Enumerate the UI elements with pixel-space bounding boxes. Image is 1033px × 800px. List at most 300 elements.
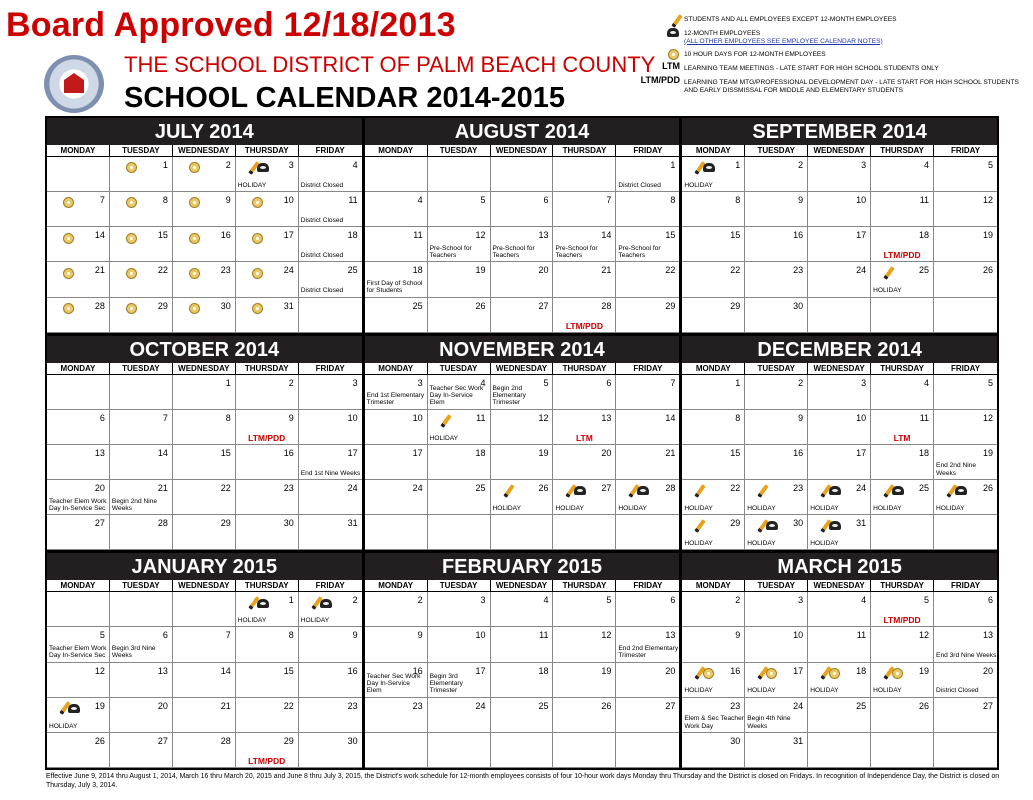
day-cell bbox=[616, 375, 679, 410]
day-number: 8 bbox=[670, 195, 676, 206]
day-note: Begin 4th Nine Weeks bbox=[747, 715, 791, 730]
clock-icon bbox=[63, 303, 74, 314]
day-number: 23 bbox=[347, 700, 358, 711]
legend-symbol bbox=[628, 49, 680, 60]
day-note: HOLIDAY bbox=[810, 504, 839, 512]
day-icons bbox=[632, 482, 650, 496]
day-number: 6 bbox=[162, 630, 168, 641]
day-cell bbox=[616, 157, 679, 192]
day-number: 29 bbox=[157, 300, 168, 311]
day-cell bbox=[365, 627, 428, 662]
day-number: 10 bbox=[475, 630, 486, 641]
day-number: 8 bbox=[225, 412, 231, 423]
day-number: 6 bbox=[987, 595, 993, 606]
day-cell bbox=[871, 480, 934, 515]
day-cell bbox=[110, 227, 173, 262]
weekday-header: FRIDAY bbox=[950, 581, 981, 591]
day-note: HOLIDAY bbox=[873, 287, 902, 295]
day-cell bbox=[428, 515, 491, 550]
day-note: HOLIDAY bbox=[684, 540, 713, 548]
day-number: 23 bbox=[793, 265, 804, 276]
day-icons bbox=[698, 482, 703, 496]
day-cell bbox=[682, 227, 745, 262]
weekday-header: WEDNESDAY bbox=[491, 580, 554, 591]
day-number: 11 bbox=[539, 630, 549, 641]
day-number: 24 bbox=[475, 700, 486, 711]
day-cell bbox=[871, 627, 934, 662]
day-icons bbox=[126, 264, 138, 278]
day-number: 27 bbox=[538, 300, 549, 311]
clock-icon bbox=[126, 303, 137, 314]
day-cell bbox=[808, 445, 871, 480]
day-number: 19 bbox=[475, 265, 486, 276]
day-cell bbox=[173, 227, 236, 262]
day-cell bbox=[871, 192, 934, 227]
day-number: 22 bbox=[283, 700, 294, 711]
day-cell bbox=[491, 227, 554, 262]
day-cell bbox=[365, 480, 428, 515]
footer-note: Effective June 9, 2014 thru August 1, 2014, March 16 thru March 20, 2015 and June 8 thru July 3, 2015, the District's work schedule for 12-month employees consists of four 10-hour work days Monday thru Thursday and the District is closed on Fridays. In recognition of Independence Day, the District is closed on Thursday, July 3, 2014. bbox=[46, 773, 1000, 789]
day-number: 11 bbox=[413, 230, 423, 241]
day-cell bbox=[553, 298, 616, 333]
weekday-header: MONDAY bbox=[365, 145, 428, 156]
day-cell bbox=[871, 445, 934, 480]
day-number: 1 bbox=[162, 160, 168, 170]
day-icons bbox=[252, 194, 264, 208]
day-cell bbox=[745, 592, 808, 627]
day-icons bbox=[507, 482, 512, 496]
day-cell bbox=[173, 262, 236, 297]
day-cell bbox=[110, 515, 173, 550]
day-note: Pre-School for Teachers bbox=[618, 244, 661, 260]
day-number: 24 bbox=[412, 483, 423, 494]
day-number: 17 bbox=[347, 447, 358, 458]
day-cell bbox=[491, 663, 554, 698]
day-icons bbox=[252, 159, 270, 173]
day-number: 29 bbox=[665, 300, 676, 311]
day-cell bbox=[745, 192, 808, 227]
day-cell bbox=[491, 733, 554, 768]
day-number: 18 bbox=[919, 230, 930, 241]
day-number: 20 bbox=[665, 665, 676, 676]
day-number: 9 bbox=[352, 630, 358, 641]
weekday-header: WEDNESDAY bbox=[173, 580, 236, 591]
day-cell bbox=[365, 515, 428, 550]
month-block bbox=[682, 118, 997, 333]
phone-icon bbox=[703, 163, 715, 172]
day-note: HOLIDAY bbox=[810, 540, 839, 548]
day-number: 26 bbox=[982, 483, 993, 494]
clock-icon bbox=[126, 268, 137, 279]
day-icons bbox=[126, 194, 138, 208]
day-number: 30 bbox=[283, 518, 294, 529]
day-cell bbox=[428, 375, 491, 410]
day-cell bbox=[110, 410, 173, 445]
legend-text: LEARNING TEAM MEETINGS - LATE START FOR HIGH SCHOOL STUDENTS ONLY bbox=[684, 65, 939, 73]
calendar-title: SCHOOL CALENDAR 2014-2015 bbox=[124, 82, 566, 114]
day-number: 21 bbox=[157, 483, 168, 494]
month-title: SEPTEMBER 2014 bbox=[682, 118, 997, 145]
day-number: 30 bbox=[793, 300, 804, 311]
day-cell bbox=[682, 480, 745, 515]
day-icons bbox=[63, 300, 75, 314]
day-cell bbox=[365, 698, 428, 733]
day-cell bbox=[871, 227, 934, 262]
day-number: 7 bbox=[99, 195, 105, 206]
day-icons bbox=[189, 194, 201, 208]
day-cell bbox=[553, 663, 616, 698]
day-icons bbox=[444, 412, 449, 426]
day-number: 27 bbox=[94, 518, 105, 529]
clock-icon bbox=[252, 303, 263, 314]
day-cell bbox=[428, 262, 491, 297]
day-note: HOLIDAY bbox=[873, 687, 902, 695]
day-number: 7 bbox=[225, 630, 231, 641]
phone-icon bbox=[829, 521, 841, 530]
day-number: 9 bbox=[288, 412, 294, 423]
day-cell bbox=[491, 515, 554, 550]
day-cell bbox=[616, 480, 679, 515]
day-number: 17 bbox=[412, 447, 423, 458]
day-cell bbox=[682, 445, 745, 480]
day-cell bbox=[808, 410, 871, 445]
day-number: 12 bbox=[94, 665, 105, 676]
day-cell bbox=[47, 192, 110, 227]
day-cell bbox=[616, 298, 679, 333]
day-note: District Closed bbox=[300, 181, 344, 189]
day-note: End 3rd Nine Weeks bbox=[936, 652, 997, 660]
day-cell bbox=[553, 227, 616, 262]
day-number: 7 bbox=[162, 412, 168, 423]
ltm-marker: LTM bbox=[893, 432, 911, 443]
day-number: 31 bbox=[793, 735, 804, 746]
day-cell bbox=[745, 515, 808, 550]
day-number: 21 bbox=[665, 447, 676, 458]
month-title: FEBRUARY 2015 bbox=[365, 553, 680, 580]
day-cell bbox=[299, 157, 362, 192]
day-number: 28 bbox=[601, 300, 612, 311]
weekday-header: WEDNESDAY bbox=[173, 145, 236, 156]
day-note: HOLIDAY bbox=[555, 504, 584, 512]
day-number: 6 bbox=[606, 377, 612, 388]
day-cell bbox=[236, 627, 299, 662]
weekday-header: TUESDAY bbox=[110, 145, 173, 156]
day-number: 11 bbox=[476, 412, 486, 423]
day-number: 19 bbox=[538, 447, 549, 458]
weekday-header: THURSDAY bbox=[236, 145, 299, 156]
day-cell bbox=[491, 410, 554, 445]
day-cell bbox=[299, 227, 362, 262]
day-cell bbox=[110, 445, 173, 480]
day-icons bbox=[824, 482, 842, 496]
day-cell bbox=[491, 698, 554, 733]
day-number: 26 bbox=[982, 265, 993, 276]
calendar-grid bbox=[45, 116, 999, 770]
day-cell bbox=[365, 192, 428, 227]
weekday-header: MONDAY bbox=[47, 145, 110, 156]
weekday-header: FRIDAY bbox=[315, 581, 345, 591]
day-number: 17 bbox=[856, 447, 867, 458]
day-cell bbox=[491, 445, 554, 480]
weekday-header: FRIDAY bbox=[633, 581, 663, 591]
day-cell bbox=[236, 375, 299, 410]
day-cell bbox=[934, 515, 997, 550]
day-cell bbox=[491, 262, 554, 297]
day-number: 29 bbox=[283, 735, 294, 746]
day-cell bbox=[871, 410, 934, 445]
day-number: 22 bbox=[665, 265, 676, 276]
day-cell bbox=[47, 627, 110, 662]
day-cell bbox=[871, 262, 934, 297]
day-note: Pre-School for Teachers bbox=[492, 244, 535, 260]
day-number: 1 bbox=[735, 160, 741, 170]
day-cell bbox=[934, 663, 997, 698]
weekday-header: MONDAY bbox=[47, 580, 110, 591]
day-number: 9 bbox=[225, 195, 231, 206]
day-number: 28 bbox=[157, 518, 168, 529]
day-cell bbox=[110, 627, 173, 662]
day-cell bbox=[365, 157, 428, 192]
day-cell bbox=[110, 592, 173, 627]
day-cell bbox=[173, 515, 236, 550]
day-icons bbox=[189, 264, 201, 278]
day-number: 11 bbox=[919, 195, 930, 206]
clock-icon bbox=[63, 268, 74, 279]
clock-icon bbox=[189, 162, 200, 173]
day-cell bbox=[173, 410, 236, 445]
day-number: 3 bbox=[798, 595, 804, 606]
pencil-icon bbox=[758, 484, 769, 498]
clock-icon bbox=[189, 233, 200, 244]
day-cell bbox=[173, 298, 236, 333]
legend-subtext: (ALL OTHER EMPLOYEES SEE EMPLOYEE CALENDAR NOTES) bbox=[684, 37, 883, 45]
day-cell bbox=[365, 375, 428, 410]
day-cell bbox=[934, 733, 997, 768]
day-note: HOLIDAY bbox=[429, 434, 459, 442]
day-cell bbox=[428, 445, 491, 480]
day-number: 16 bbox=[412, 665, 423, 676]
weekday-header: WEDNESDAY bbox=[808, 580, 871, 591]
day-note: HOLIDAY bbox=[747, 504, 776, 512]
day-cell bbox=[934, 445, 997, 480]
day-number: 4 bbox=[924, 160, 930, 170]
day-cell bbox=[745, 375, 808, 410]
day-cell bbox=[299, 733, 362, 768]
day-cell bbox=[491, 375, 554, 410]
day-cell bbox=[745, 480, 808, 515]
day-cells bbox=[47, 375, 362, 551]
day-icons bbox=[761, 665, 778, 679]
phone-icon bbox=[257, 163, 269, 172]
day-number: 13 bbox=[538, 230, 549, 241]
day-number: 22 bbox=[730, 483, 741, 494]
month-title: JULY 2014 bbox=[47, 118, 362, 145]
day-cell bbox=[236, 445, 299, 480]
day-number: 3 bbox=[861, 377, 867, 388]
day-number: 15 bbox=[157, 230, 168, 241]
day-number: 19 bbox=[94, 700, 105, 711]
weekday-header: FRIDAY bbox=[315, 363, 345, 373]
day-number: 30 bbox=[793, 518, 804, 529]
day-cell bbox=[47, 480, 110, 515]
weekday-header: THURSDAY bbox=[553, 580, 616, 591]
day-cell bbox=[299, 592, 362, 627]
day-cell bbox=[47, 592, 110, 627]
day-number: 19 bbox=[982, 447, 993, 458]
day-cell bbox=[553, 445, 616, 480]
day-cell bbox=[299, 262, 362, 297]
clock-icon bbox=[126, 197, 137, 208]
day-cell bbox=[808, 157, 871, 192]
day-number: 25 bbox=[475, 483, 486, 494]
day-cell bbox=[871, 157, 934, 192]
weekday-header: THURSDAY bbox=[236, 580, 299, 591]
day-cell bbox=[934, 627, 997, 662]
weekday-header: FRIDAY bbox=[315, 146, 345, 155]
day-cell bbox=[682, 663, 745, 698]
clock-icon bbox=[63, 233, 74, 244]
phone-icon bbox=[766, 521, 778, 530]
day-number: 4 bbox=[543, 595, 549, 606]
day-number: 19 bbox=[601, 665, 612, 676]
day-cell bbox=[745, 733, 808, 768]
day-cell bbox=[236, 262, 299, 297]
calendar-header bbox=[0, 0, 1033, 116]
legend-row bbox=[628, 74, 1028, 95]
day-note: Pre-School for Teachers bbox=[555, 244, 598, 260]
day-number: 16 bbox=[730, 665, 741, 676]
day-number: 4 bbox=[417, 195, 423, 206]
day-number: 16 bbox=[793, 447, 804, 458]
day-cell bbox=[491, 192, 554, 227]
day-icons bbox=[126, 300, 138, 314]
day-number: 1 bbox=[225, 377, 231, 388]
day-cells bbox=[47, 157, 362, 333]
day-number: 20 bbox=[601, 447, 612, 458]
day-cells bbox=[365, 592, 680, 768]
day-cell bbox=[110, 480, 173, 515]
day-cell bbox=[871, 515, 934, 550]
day-number: 23 bbox=[220, 265, 231, 276]
weekday-header: FRIDAY bbox=[633, 146, 663, 155]
day-number: 26 bbox=[601, 700, 612, 711]
day-number: 8 bbox=[288, 630, 294, 641]
day-cell bbox=[110, 733, 173, 768]
day-cell bbox=[934, 157, 997, 192]
day-cell bbox=[616, 698, 679, 733]
day-cell bbox=[745, 410, 808, 445]
day-cell bbox=[682, 192, 745, 227]
day-note: End 1st Nine Weeks bbox=[300, 469, 361, 477]
day-cell bbox=[745, 445, 808, 480]
day-number: 28 bbox=[94, 300, 105, 311]
day-number: 12 bbox=[982, 195, 993, 206]
day-note: HOLIDAY bbox=[684, 687, 713, 695]
day-cells bbox=[47, 592, 362, 768]
day-note: Begin 3rd Nine Weeks bbox=[111, 645, 156, 660]
day-cell bbox=[236, 733, 299, 768]
legend-text: STUDENTS AND ALL EMPLOYEES EXCEPT 12-MONTH EMPLOYEES bbox=[684, 16, 897, 23]
day-icons bbox=[189, 229, 201, 243]
day-number: 10 bbox=[347, 412, 358, 423]
day-number: 12 bbox=[538, 412, 549, 423]
day-number: 22 bbox=[157, 265, 168, 276]
day-icons bbox=[698, 665, 715, 679]
day-number: 5 bbox=[543, 377, 549, 388]
day-number: 26 bbox=[538, 483, 549, 494]
day-number: 14 bbox=[157, 447, 168, 458]
day-cell bbox=[616, 592, 679, 627]
day-cell bbox=[110, 157, 173, 192]
day-number: 9 bbox=[735, 630, 741, 641]
day-number: 25 bbox=[919, 483, 930, 494]
day-number: 23 bbox=[793, 483, 804, 494]
day-note: HOLIDAY bbox=[49, 722, 78, 730]
day-icons bbox=[63, 194, 75, 208]
day-number: 25 bbox=[856, 700, 867, 711]
day-cell bbox=[616, 445, 679, 480]
day-cell bbox=[173, 375, 236, 410]
day-cell bbox=[808, 698, 871, 733]
day-number: 23 bbox=[412, 700, 423, 711]
day-number: 28 bbox=[220, 735, 231, 746]
day-cell bbox=[428, 698, 491, 733]
day-cell bbox=[110, 262, 173, 297]
day-number: 5 bbox=[987, 377, 993, 388]
weekday-header: WEDNESDAY bbox=[491, 145, 554, 156]
weekday-header: THURSDAY bbox=[236, 363, 299, 374]
day-cell bbox=[428, 298, 491, 333]
day-number: 2 bbox=[735, 595, 741, 606]
day-cell bbox=[808, 592, 871, 627]
clock-icon bbox=[126, 233, 137, 244]
weekday-header-row bbox=[682, 145, 997, 157]
day-cell bbox=[365, 227, 428, 262]
day-number: 26 bbox=[919, 700, 930, 711]
legend-text: 10 HOUR DAYS FOR 12-MONTH EMPLOYEES bbox=[684, 51, 826, 59]
day-cell bbox=[173, 157, 236, 192]
day-cell bbox=[808, 298, 871, 333]
clock-icon bbox=[252, 233, 263, 244]
legend-symbol bbox=[628, 28, 680, 37]
day-cell bbox=[47, 375, 110, 410]
day-number: 16 bbox=[283, 447, 294, 458]
day-number: 31 bbox=[856, 518, 867, 529]
day-cell bbox=[553, 592, 616, 627]
day-number: 9 bbox=[798, 412, 804, 423]
clock-icon bbox=[829, 668, 840, 679]
day-number: 27 bbox=[601, 483, 612, 494]
day-number: 5 bbox=[924, 595, 930, 606]
day-cell bbox=[236, 663, 299, 698]
day-cell bbox=[553, 698, 616, 733]
ltm-marker: LTM/PDD bbox=[565, 320, 603, 331]
day-cell bbox=[682, 375, 745, 410]
day-icons bbox=[126, 229, 138, 243]
day-number: 17 bbox=[793, 665, 804, 676]
day-number: 26 bbox=[94, 735, 105, 746]
day-cell bbox=[682, 262, 745, 297]
day-number: 5 bbox=[606, 595, 612, 606]
weekday-header: WEDNESDAY bbox=[808, 363, 871, 374]
day-cell bbox=[808, 480, 871, 515]
day-cell bbox=[871, 298, 934, 333]
phone-icon bbox=[892, 486, 904, 495]
board-approved-title: Board Approved 12/18/2013 bbox=[6, 6, 456, 44]
day-cell bbox=[745, 663, 808, 698]
day-number: 15 bbox=[730, 447, 741, 458]
day-cell bbox=[236, 480, 299, 515]
